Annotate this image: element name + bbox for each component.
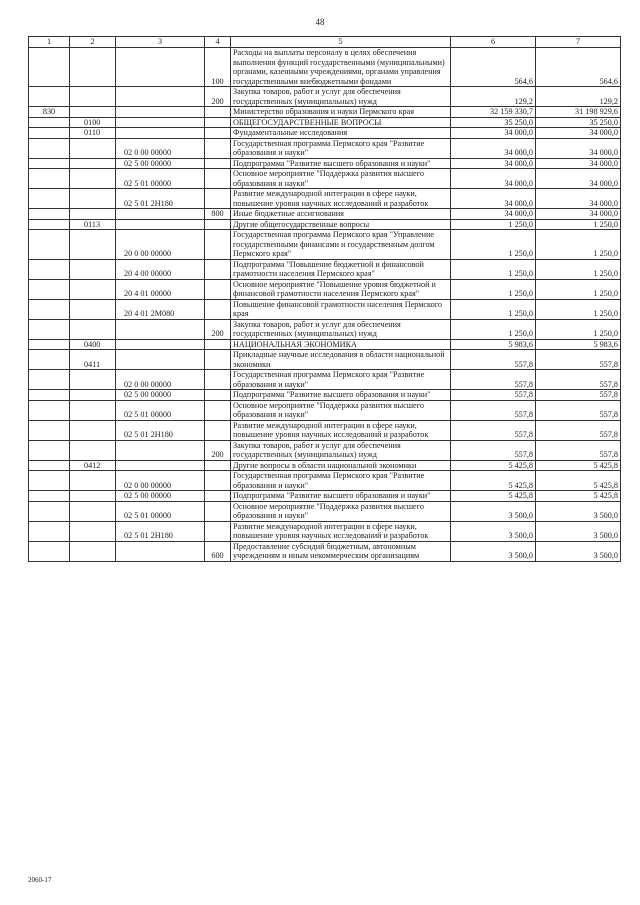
table-row <box>29 339 621 350</box>
amount-year-2-cell: 564,6 <box>536 48 621 87</box>
section-code-cell: 0412 <box>70 460 116 471</box>
table-row <box>29 169 621 189</box>
amount-year-1-cell: 557,8 <box>451 350 536 370</box>
table-row <box>29 259 621 279</box>
admin-code-cell <box>29 350 70 370</box>
admin-code-cell <box>29 219 70 230</box>
amount-year-2-cell: 1 250,0 <box>536 259 621 279</box>
expense-type-cell <box>205 117 231 128</box>
table-row <box>29 541 621 561</box>
expense-type-cell <box>205 230 231 260</box>
amount-year-2-cell: 34 000,0 <box>536 138 621 158</box>
item-name-cell: НАЦИОНАЛЬНАЯ ЭКОНОМИКА <box>231 339 451 350</box>
target-article-cell <box>116 350 205 370</box>
expense-type-cell: 100 <box>205 48 231 87</box>
table-row <box>29 370 621 390</box>
item-name-cell: Министерство образования и науки Пермского края <box>231 107 451 118</box>
admin-code-cell <box>29 209 70 220</box>
expense-type-cell <box>205 350 231 370</box>
header-cell-1: 1 <box>29 37 70 48</box>
admin-code-cell <box>29 420 70 440</box>
amount-year-2-cell: 3 500,0 <box>536 501 621 521</box>
amount-year-2-cell: 557,8 <box>536 420 621 440</box>
amount-year-2-cell: 34 000,0 <box>536 128 621 139</box>
section-code-cell: 0110 <box>70 128 116 139</box>
item-name-cell: Другие вопросы в области национальной экономики <box>231 460 451 471</box>
item-name-cell: Основное мероприятие "Поддержка развития высшего образования и науки" <box>231 501 451 521</box>
admin-code-cell <box>29 319 70 339</box>
target-article-cell: 02 5 00 00000 <box>116 390 205 401</box>
expense-type-cell <box>205 189 231 209</box>
target-article-cell <box>116 541 205 561</box>
admin-code-cell <box>29 339 70 350</box>
amount-year-2-cell: 34 000,0 <box>536 158 621 169</box>
amount-year-1-cell: 1 250,0 <box>451 319 536 339</box>
amount-year-2-cell: 35 250,0 <box>536 117 621 128</box>
target-article-cell <box>116 209 205 220</box>
table-row <box>29 400 621 420</box>
admin-code-cell <box>29 48 70 87</box>
amount-year-2-cell: 557,8 <box>536 390 621 401</box>
amount-year-1-cell: 557,8 <box>451 400 536 420</box>
expense-type-cell: 600 <box>205 541 231 561</box>
table-row <box>29 87 621 107</box>
table-row <box>29 279 621 299</box>
target-article-cell: 20 4 01 00000 <box>116 279 205 299</box>
expense-type-cell <box>205 339 231 350</box>
target-article-cell: 02 5 01 2Н180 <box>116 189 205 209</box>
admin-code-cell <box>29 189 70 209</box>
amount-year-1-cell: 557,8 <box>451 370 536 390</box>
section-code-cell <box>70 48 116 87</box>
admin-code-cell <box>29 400 70 420</box>
expense-type-cell <box>205 501 231 521</box>
admin-code-cell <box>29 501 70 521</box>
amount-year-2-cell: 5 425,8 <box>536 491 621 502</box>
item-name-cell: Расходы на выплаты персоналу в целях обеспечения выполнения функций государственными (муниципальными) органами, казенными учреждениями, органами управления государственными внебюджетными фондами <box>231 48 451 87</box>
expense-type-cell <box>205 169 231 189</box>
admin-code-cell <box>29 138 70 158</box>
target-article-cell <box>116 107 205 118</box>
table-row <box>29 107 621 118</box>
header-cell-4: 4 <box>205 37 231 48</box>
amount-year-1-cell: 35 250,0 <box>451 117 536 128</box>
table-row <box>29 460 621 471</box>
amount-year-2-cell: 557,8 <box>536 370 621 390</box>
section-code-cell <box>70 471 116 491</box>
admin-code-cell <box>29 541 70 561</box>
item-name-cell: Закупка товаров, работ и услуг для обеспечения государственных (муниципальных) нужд <box>231 440 451 460</box>
section-code-cell <box>70 230 116 260</box>
table-row <box>29 319 621 339</box>
amount-year-1-cell: 3 500,0 <box>451 521 536 541</box>
amount-year-1-cell: 34 000,0 <box>451 169 536 189</box>
item-name-cell: Основное мероприятие "Поддержка развития высшего образования и науки" <box>231 169 451 189</box>
section-code-cell <box>70 158 116 169</box>
amount-year-1-cell: 34 000,0 <box>451 128 536 139</box>
amount-year-2-cell: 5 983,6 <box>536 339 621 350</box>
section-code-cell <box>70 521 116 541</box>
target-article-cell: 02 5 01 2Н180 <box>116 420 205 440</box>
admin-code-cell <box>29 460 70 471</box>
table-row <box>29 299 621 319</box>
item-name-cell: Прикладные научные исследования в области национальной экономики <box>231 350 451 370</box>
amount-year-1-cell: 5 425,8 <box>451 491 536 502</box>
table-row <box>29 128 621 139</box>
target-article-cell: 02 5 00 00000 <box>116 158 205 169</box>
target-article-cell <box>116 440 205 460</box>
amount-year-1-cell: 1 250,0 <box>451 299 536 319</box>
table-row <box>29 420 621 440</box>
amount-year-1-cell: 1 250,0 <box>451 219 536 230</box>
amount-year-2-cell: 5 425,8 <box>536 471 621 491</box>
expense-type-cell <box>205 471 231 491</box>
amount-year-2-cell: 34 000,0 <box>536 209 621 220</box>
expense-type-cell <box>205 219 231 230</box>
item-name-cell: Развитие международной интеграции в сфере науки, повышение уровня научных исследований и разработок <box>231 420 451 440</box>
header-cell-6: 6 <box>451 37 536 48</box>
amount-year-2-cell: 31 198 929,6 <box>536 107 621 118</box>
target-article-cell <box>116 87 205 107</box>
admin-code-cell <box>29 259 70 279</box>
item-name-cell: Развитие международной интеграции в сфере науки, повышение уровня научных исследований и разработок <box>231 521 451 541</box>
header-row <box>29 37 621 48</box>
section-code-cell <box>70 189 116 209</box>
amount-year-1-cell: 34 000,0 <box>451 189 536 209</box>
section-code-cell <box>70 541 116 561</box>
target-article-cell <box>116 128 205 139</box>
header-cell-7: 7 <box>536 37 621 48</box>
budget-table <box>28 36 621 562</box>
admin-code-cell <box>29 390 70 401</box>
section-code-cell: 0100 <box>70 117 116 128</box>
admin-code-cell <box>29 370 70 390</box>
section-code-cell <box>70 400 116 420</box>
table-row <box>29 209 621 220</box>
header-cell-2: 2 <box>70 37 116 48</box>
table-body <box>29 48 621 562</box>
section-code-cell: 0411 <box>70 350 116 370</box>
section-code-cell: 0113 <box>70 219 116 230</box>
section-code-cell <box>70 440 116 460</box>
item-name-cell: Фундаментальные исследования <box>231 128 451 139</box>
expense-type-cell <box>205 128 231 139</box>
table-row <box>29 138 621 158</box>
target-article-cell: 20 4 01 2М080 <box>116 299 205 319</box>
expense-type-cell: 200 <box>205 87 231 107</box>
section-code-cell <box>70 501 116 521</box>
item-name-cell: Развитие международной интеграции в сфере науки, повышение уровня научных исследований и разработок <box>231 189 451 209</box>
item-name-cell: Государственная программа Пермского края "Управление государственными финансами и государственным долгом Пермского края" <box>231 230 451 260</box>
table-row <box>29 390 621 401</box>
target-article-cell <box>116 219 205 230</box>
amount-year-1-cell: 32 159 330,7 <box>451 107 536 118</box>
amount-year-1-cell: 1 250,0 <box>451 259 536 279</box>
target-article-cell <box>116 48 205 87</box>
expense-type-cell <box>205 138 231 158</box>
item-name-cell: Подпрограмма "Развитие высшего образования и науки" <box>231 158 451 169</box>
item-name-cell: Предоставление субсидий бюджетным, автономным учреждениям и иным некоммерческим организациям <box>231 541 451 561</box>
amount-year-2-cell: 1 250,0 <box>536 319 621 339</box>
expense-type-cell <box>205 521 231 541</box>
item-name-cell: Государственная программа Пермского края "Развитие образования и науки" <box>231 138 451 158</box>
table-row <box>29 350 621 370</box>
amount-year-1-cell: 5 983,6 <box>451 339 536 350</box>
admin-code-cell <box>29 169 70 189</box>
expense-type-cell <box>205 390 231 401</box>
item-name-cell: Государственная программа Пермского края "Развитие образования и науки" <box>231 471 451 491</box>
expense-type-cell <box>205 107 231 118</box>
table-row <box>29 501 621 521</box>
amount-year-1-cell: 34 000,0 <box>451 138 536 158</box>
target-article-cell: 20 0 00 00000 <box>116 230 205 260</box>
expense-type-cell <box>205 420 231 440</box>
admin-code-cell <box>29 230 70 260</box>
header-cell-3: 3 <box>116 37 205 48</box>
amount-year-2-cell: 3 500,0 <box>536 541 621 561</box>
amount-year-1-cell: 129,2 <box>451 87 536 107</box>
amount-year-2-cell: 1 250,0 <box>536 279 621 299</box>
admin-code-cell <box>29 491 70 502</box>
section-code-cell: 0400 <box>70 339 116 350</box>
item-name-cell: Подпрограмма "Повышение бюджетной и финансовой грамотности населения Пермского края" <box>231 259 451 279</box>
item-name-cell: Другие общегосударственные вопросы <box>231 219 451 230</box>
target-article-cell: 02 5 00 00000 <box>116 491 205 502</box>
amount-year-2-cell: 1 250,0 <box>536 230 621 260</box>
target-article-cell <box>116 117 205 128</box>
section-code-cell <box>70 390 116 401</box>
table-row <box>29 440 621 460</box>
target-article-cell: 02 5 01 00000 <box>116 169 205 189</box>
table-row <box>29 521 621 541</box>
table-row <box>29 219 621 230</box>
page-number: 48 <box>315 17 325 27</box>
section-code-cell <box>70 138 116 158</box>
document-code: 2060-17 <box>28 876 52 884</box>
admin-code-cell <box>29 158 70 169</box>
table-header <box>29 37 621 48</box>
target-article-cell <box>116 339 205 350</box>
amount-year-1-cell: 5 425,8 <box>451 460 536 471</box>
amount-year-2-cell: 34 000,0 <box>536 189 621 209</box>
amount-year-1-cell: 34 000,0 <box>451 158 536 169</box>
amount-year-1-cell: 5 425,8 <box>451 471 536 491</box>
table-row <box>29 158 621 169</box>
amount-year-1-cell: 34 000,0 <box>451 209 536 220</box>
amount-year-1-cell: 3 500,0 <box>451 501 536 521</box>
expense-type-cell <box>205 400 231 420</box>
amount-year-1-cell: 1 250,0 <box>451 230 536 260</box>
item-name-cell: Подпрограмма "Развитие высшего образования и науки" <box>231 491 451 502</box>
admin-code-cell <box>29 440 70 460</box>
item-name-cell: Повышение финансовой грамотности населения Пермского края <box>231 299 451 319</box>
table-row <box>29 48 621 87</box>
amount-year-2-cell: 1 250,0 <box>536 299 621 319</box>
amount-year-1-cell: 557,8 <box>451 420 536 440</box>
item-name-cell: Подпрограмма "Развитие высшего образования и науки" <box>231 390 451 401</box>
section-code-cell <box>70 107 116 118</box>
expense-type-cell <box>205 299 231 319</box>
admin-code-cell <box>29 128 70 139</box>
section-code-cell <box>70 169 116 189</box>
table-row <box>29 471 621 491</box>
amount-year-2-cell: 1 250,0 <box>536 219 621 230</box>
item-name-cell: Основное мероприятие "Поддержка развития высшего образования и науки" <box>231 400 451 420</box>
amount-year-2-cell: 3 500,0 <box>536 521 621 541</box>
expense-type-cell <box>205 460 231 471</box>
amount-year-1-cell: 1 250,0 <box>451 279 536 299</box>
section-code-cell <box>70 259 116 279</box>
target-article-cell: 02 5 01 2Н180 <box>116 521 205 541</box>
expense-type-cell: 200 <box>205 319 231 339</box>
expense-type-cell: 800 <box>205 209 231 220</box>
section-code-cell <box>70 279 116 299</box>
target-article-cell <box>116 460 205 471</box>
amount-year-1-cell: 557,8 <box>451 390 536 401</box>
amount-year-2-cell: 557,8 <box>536 350 621 370</box>
item-name-cell: Иные бюджетные ассигнования <box>231 209 451 220</box>
expense-type-cell <box>205 279 231 299</box>
expense-type-cell <box>205 491 231 502</box>
expense-type-cell: 200 <box>205 440 231 460</box>
amount-year-2-cell: 5 425,8 <box>536 460 621 471</box>
table-row <box>29 189 621 209</box>
admin-code-cell <box>29 471 70 491</box>
target-article-cell <box>116 319 205 339</box>
target-article-cell: 20 4 00 00000 <box>116 259 205 279</box>
amount-year-2-cell: 34 000,0 <box>536 169 621 189</box>
item-name-cell: Закупка товаров, работ и услуг для обеспечения государственных (муниципальных) нужд <box>231 87 451 107</box>
section-code-cell <box>70 319 116 339</box>
section-code-cell <box>70 491 116 502</box>
target-article-cell: 02 0 00 00000 <box>116 471 205 491</box>
item-name-cell: Государственная программа Пермского края "Развитие образования и науки" <box>231 370 451 390</box>
section-code-cell <box>70 87 116 107</box>
target-article-cell: 02 0 00 00000 <box>116 370 205 390</box>
expense-type-cell <box>205 259 231 279</box>
amount-year-1-cell: 557,8 <box>451 440 536 460</box>
amount-year-1-cell: 3 500,0 <box>451 541 536 561</box>
table-row <box>29 117 621 128</box>
admin-code-cell <box>29 299 70 319</box>
admin-code-cell <box>29 521 70 541</box>
header-cell-5: 5 <box>231 37 451 48</box>
expense-type-cell <box>205 158 231 169</box>
section-code-cell <box>70 370 116 390</box>
item-name-cell: Основное мероприятие "Повышение уровня бюджетной и финансовой грамотности населения Пермского края" <box>231 279 451 299</box>
item-name-cell: ОБЩЕГОСУДАРСТВЕННЫЕ ВОПРОСЫ <box>231 117 451 128</box>
target-article-cell: 02 0 00 00000 <box>116 138 205 158</box>
amount-year-2-cell: 129,2 <box>536 87 621 107</box>
table-row <box>29 491 621 502</box>
section-code-cell <box>70 209 116 220</box>
admin-code-cell <box>29 279 70 299</box>
target-article-cell: 02 5 01 00000 <box>116 501 205 521</box>
expense-type-cell <box>205 370 231 390</box>
section-code-cell <box>70 299 116 319</box>
item-name-cell: Закупка товаров, работ и услуг для обеспечения государственных (муниципальных) нужд <box>231 319 451 339</box>
amount-year-2-cell: 557,8 <box>536 400 621 420</box>
admin-code-cell: 830 <box>29 107 70 118</box>
section-code-cell <box>70 420 116 440</box>
admin-code-cell <box>29 117 70 128</box>
amount-year-2-cell: 557,8 <box>536 440 621 460</box>
target-article-cell: 02 5 01 00000 <box>116 400 205 420</box>
amount-year-1-cell: 564,6 <box>451 48 536 87</box>
table-row <box>29 230 621 260</box>
admin-code-cell <box>29 87 70 107</box>
